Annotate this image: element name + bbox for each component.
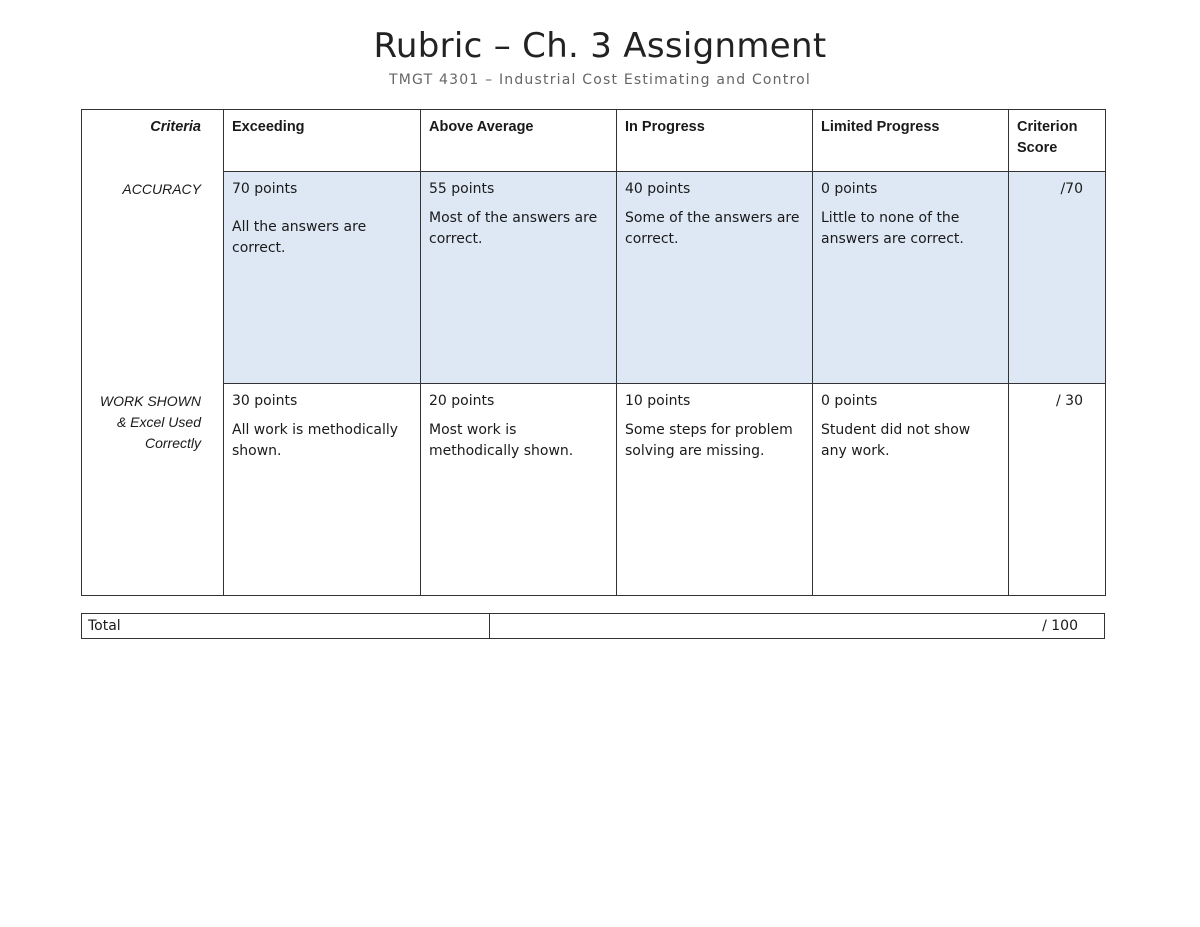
points-label: 10 points — [625, 393, 691, 409]
description-text: Most of the answers are correct. — [429, 210, 598, 247]
points-label: 0 points — [821, 181, 878, 197]
cell-exceeding — [224, 384, 421, 596]
points-label: 40 points — [625, 181, 691, 197]
criteria-accuracy: ACCURACY — [82, 172, 224, 384]
total-row — [82, 614, 1105, 639]
table-row-accuracy — [82, 172, 1106, 384]
description-text: Little to none of the answers are correct. — [821, 210, 964, 247]
header-row — [82, 110, 1106, 172]
points-label: 70 points — [232, 181, 298, 197]
cell-in-progress — [617, 172, 813, 384]
total-value: / 100 — [490, 614, 1105, 639]
points-label: 20 points — [429, 393, 495, 409]
description-text: All work is methodically shown. — [232, 422, 399, 459]
rubric-table — [81, 109, 1106, 596]
cell-exceeding — [224, 172, 421, 384]
cell-limited-progress — [813, 172, 1009, 384]
total-label: Total — [82, 614, 490, 639]
cell-in-progress — [617, 384, 813, 596]
total-table — [81, 613, 1105, 639]
description-text: All the answers are correct. — [232, 219, 367, 256]
cell-limited-progress — [813, 384, 1009, 596]
points-label: 0 points — [821, 393, 878, 409]
criterion-score: /70 — [1009, 172, 1106, 384]
header-in-progress: In Progress — [617, 110, 813, 172]
criteria-work-shown — [82, 384, 224, 596]
header-limited-progress: Limited Progress — [813, 110, 1009, 172]
header-criterion-score: Criterion Score — [1009, 110, 1106, 172]
cell-above-average — [421, 172, 617, 384]
criteria-line: WORK SHOWN — [99, 392, 201, 409]
criteria-line: Correctly — [144, 434, 201, 451]
page-title: Rubric – Ch. 3 Assignment — [373, 26, 827, 66]
criteria-line: & Excel Used — [116, 413, 201, 430]
points-label: 55 points — [429, 181, 495, 197]
points-label: 30 points — [232, 393, 298, 409]
cell-above-average — [421, 384, 617, 596]
description-text: Some steps for problem solving are missing. — [625, 422, 793, 459]
header-above-average: Above Average — [421, 110, 617, 172]
page-subtitle: TMGT 4301 – Industrial Cost Estimating and Control — [389, 72, 811, 88]
description-text: Student did not show any work. — [821, 422, 971, 459]
description-text: Most work is methodically shown. — [429, 422, 574, 459]
description-text: Some of the answers are correct. — [625, 210, 800, 247]
criterion-score: / 30 — [1009, 384, 1106, 596]
header-exceeding: Exceeding — [224, 110, 421, 172]
table-row-work-shown — [82, 384, 1106, 596]
header-criteria: Criteria — [82, 110, 224, 172]
